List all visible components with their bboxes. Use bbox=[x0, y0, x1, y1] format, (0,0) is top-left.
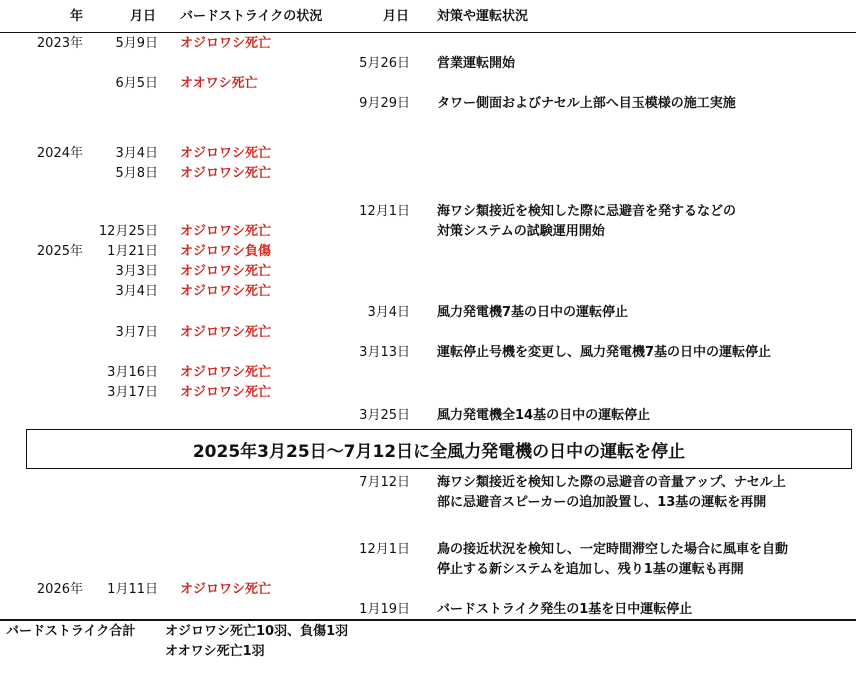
row-month-day: 3月3日 bbox=[115, 264, 158, 279]
row-bird-status: オジロワシ死亡 bbox=[180, 146, 272, 161]
row-month-day: 12月25日 bbox=[98, 224, 158, 239]
row-month-day: 3月7日 bbox=[115, 325, 158, 340]
row-bird-status: オジロワシ死亡 bbox=[180, 36, 272, 51]
row-month-day: 6月5日 bbox=[115, 76, 158, 91]
shutdown-period-banner bbox=[26, 429, 852, 469]
row-year: 2026年 bbox=[36, 582, 83, 597]
header-month-day-2: 月日 bbox=[383, 9, 410, 24]
row-action: 海ワシ類接近を検知した際に忌避音を発するなどの bbox=[437, 204, 737, 219]
row-action: 風力発電機7基の日中の運転停止 bbox=[437, 305, 629, 320]
summary-stellers-sea-eagle: オオワシ死亡1羽 bbox=[165, 644, 265, 659]
row-action-date: 5月26日 bbox=[359, 56, 410, 71]
header-bird-status: バードストライクの状況 bbox=[180, 9, 323, 24]
row-month-day: 1月11日 bbox=[107, 582, 158, 597]
row-action: 運転停止号機を変更し、風力発電機7基の日中の運転停止 bbox=[437, 345, 772, 360]
row-action: 停止する新システムを追加し、残り1基の運転も再開 bbox=[437, 562, 744, 577]
banner-text: 2025年3月25日～7月12日に全風力発電機の日中の運転を停止 bbox=[192, 441, 686, 462]
row-bird-status: オジロワシ死亡 bbox=[180, 582, 272, 597]
row-bird-status: オジロワシ死亡 bbox=[180, 264, 272, 279]
row-action-date: 3月4日 bbox=[367, 305, 410, 320]
row-action-date: 12月1日 bbox=[359, 542, 410, 557]
row-bird-status: オオワシ死亡 bbox=[180, 76, 258, 91]
row-action: 海ワシ類接近を検知した際の忌避音の音量アップ、ナセル上 bbox=[437, 475, 786, 490]
row-month-day: 5月9日 bbox=[115, 36, 158, 51]
row-year: 2024年 bbox=[36, 146, 83, 161]
row-action-date: 3月13日 bbox=[359, 345, 410, 360]
header-divider bbox=[0, 32, 856, 33]
row-action: 部に忌避音スピーカーの追加設置し、13基の運転を再開 bbox=[437, 495, 767, 510]
header-year: 年 bbox=[69, 9, 83, 24]
row-bird-status: オジロワシ死亡 bbox=[180, 385, 272, 400]
header-month-day: 月日 bbox=[130, 9, 157, 24]
row-bird-status: オジロワシ死亡 bbox=[180, 284, 272, 299]
summary-label: バードストライク合計 bbox=[6, 624, 136, 639]
row-bird-status: オジロワシ死亡 bbox=[180, 325, 272, 340]
row-action-date: 12月1日 bbox=[359, 204, 410, 219]
row-action-date: 7月12日 bbox=[359, 475, 410, 490]
row-action: バードストライク発生の1基を日中運転停止 bbox=[437, 602, 693, 617]
row-month-day: 3月16日 bbox=[107, 365, 158, 380]
header-action: 対策や運転状況 bbox=[437, 9, 529, 24]
row-action-date: 9月29日 bbox=[359, 96, 410, 111]
row-action-date: 3月25日 bbox=[359, 408, 410, 423]
row-bird-status: オジロワシ死亡 bbox=[180, 224, 272, 239]
row-month-day: 1月21日 bbox=[107, 244, 158, 259]
row-action: 営業運転開始 bbox=[437, 56, 516, 71]
row-month-day: 3月17日 bbox=[107, 385, 158, 400]
row-month-day: 3月4日 bbox=[115, 146, 158, 161]
summary-white-tailed-eagle: オジロワシ死亡10羽、負傷1羽 bbox=[165, 624, 349, 639]
row-year: 2025年 bbox=[36, 244, 83, 259]
row-bird-status: オジロワシ負傷 bbox=[180, 244, 272, 259]
row-bird-status: オジロワシ死亡 bbox=[180, 365, 272, 380]
row-month-day: 3月4日 bbox=[115, 284, 158, 299]
row-action-date: 1月19日 bbox=[359, 602, 410, 617]
row-bird-status: オジロワシ死亡 bbox=[180, 166, 272, 181]
row-year: 2023年 bbox=[36, 36, 83, 51]
row-month-day: 5月8日 bbox=[115, 166, 158, 181]
summary-divider bbox=[0, 619, 856, 621]
row-action: タワー側面およびナセル上部へ目玉模様の施工実施 bbox=[437, 96, 736, 111]
row-action: 対策システムの試験運用開始 bbox=[437, 224, 605, 239]
row-action: 風力発電機全14基の日中の運転停止 bbox=[437, 408, 651, 423]
row-action: 鳥の接近状況を検知し、一定時間滞空した場合に風車を自動 bbox=[437, 542, 789, 557]
